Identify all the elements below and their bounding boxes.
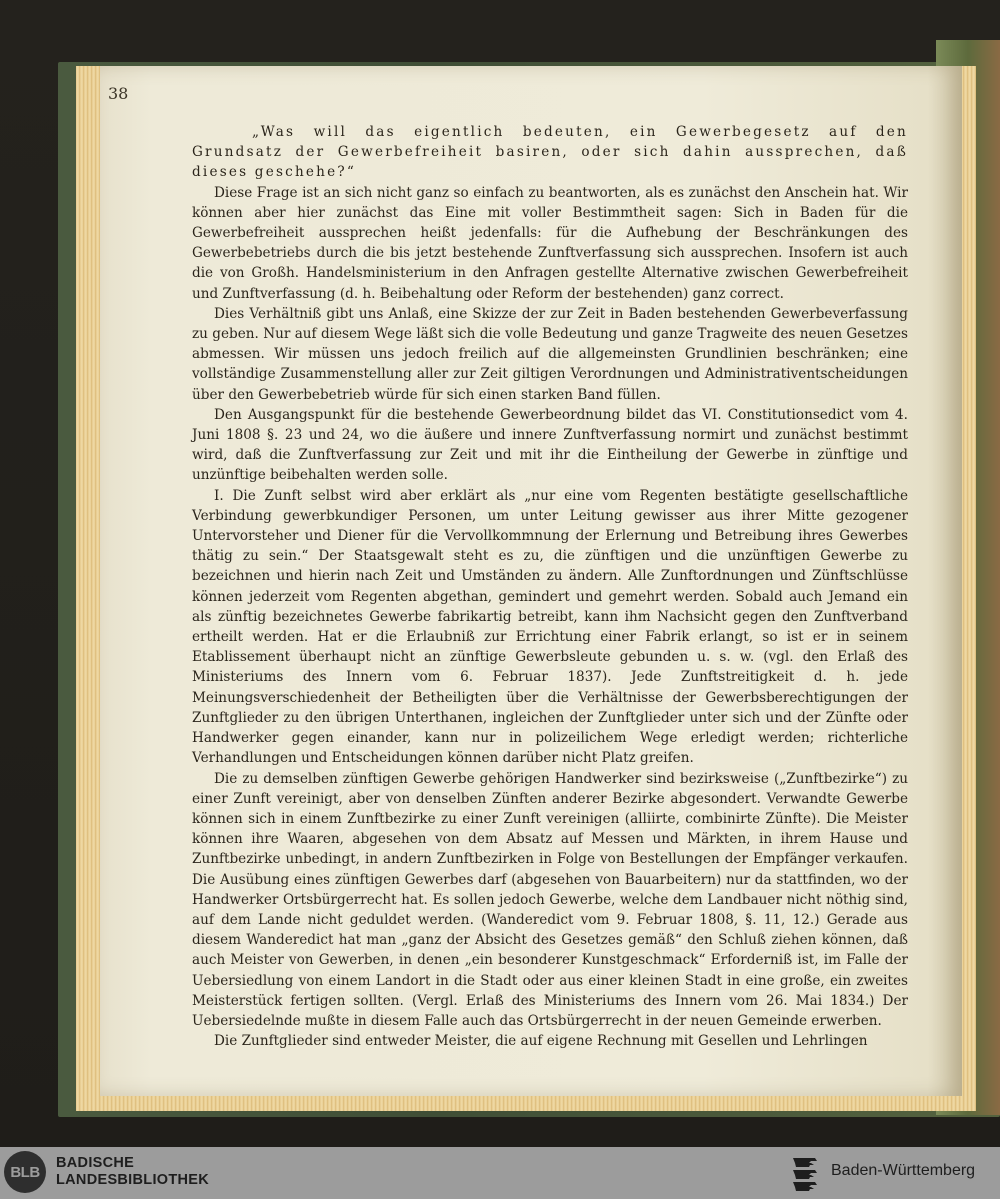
library-name-line1: BADISCHE — [56, 1155, 135, 1171]
library-name[interactable] — [56, 1155, 209, 1189]
text-paragraph: I. Die Zunft selbst wird aber erklärt als „nur eine vom Regenten bestätigte gesellschaftliche Verbindung gewerbkundiger Personen, um unter Leitung gewisser aus ihrer Mitte gezogener Untervorsteher und Diener für die Vervollkommnung der Erlernung und Betreibung ihres Gewerbes thätig zu sein.“ Der Staatsgewalt steht es zu, die zünftigen und die unzünftigen Gewerbe zu bezeichnen und hierin nach Zeit und Umständen zu ändern. Alle Zunftordnungen und Zünftschlüsse können jederzeit vom Regenten abgethan, gemindert und gemehrt werden. Sobald auch Jemand ein als zünftig bezeichnetes Gewerbe fabrikartig betreibt, kann ihm Nachsicht gegen den Zunftverband ertheilt werden. Hat er die Erlaubniß zur Errichtung einer Fabrik erlangt, so ist er in seinem Etablissement überhaupt nicht an zünftige Gewerbsleute gebunden u. s. w. (vgl. den Erlaß des Ministeriums des Innern vom 6. Februar 1837). Jede Zunftstreitigkeit d. h. jede Meinungsverschiedenheit der Betheiligten über die Verhältnisse der Gewerbsberechtigungen der Zunftglieder zu den übrigen Unterthanen, ingleichen der Zunftglieder unter sich und der Zünfte oder Handwerker gegen einander, kann nur in polizeilichem Wege erledigt werden; richterliche Verhandlungen und Entscheidungen können darüber nicht Platz greifen. — [192, 487, 908, 767]
text-paragraph: Diese Frage ist an sich nicht ganz so einfach zu beantworten, als es zunächst den Anschein hat. Wir können aber hier zunächst das Eine mit voller Bestimmtheit sagen: Sich in Baden für die Gewerbefreiheit aussprechen heißt jedenfalls: für die Aufhebung der Beschränkungen des Gewerbebetriebs durch die bis jetzt bestehende Zunftverfassung sich aussprechen. Insofern ist auch die von Großh. Handelsministerium in den Anfragen gestellte Alternative zwischen Gewerbefreiheit und Zunftverfassung (d. h. Beibehaltung oder Reform der bestehenden) ganz correct. — [192, 184, 908, 302]
text-paragraph: Die zu demselben zünftigen Gewerbe gehörigen Handwerker sind bezirksweise („Zunftbezirke“) zu einer Zunft vereinigt, aber von denselben Zünften anderer Bezirke abgesondert. Verwandte Gewerbe können sich in einem Zunftbezirke zu einer Zunft vereinigen (alliirte, combinirte Zünfte). Die Meister können ihre Waaren, abgesehen von dem Absatz auf Messen und Märkten, in ihrem Hause und Zunftbezirke unbedingt, in andern Zunftbezirken in Folge von Bestellungen der Empfänger verkaufen. Die Ausübung eines zünftigen Gewerbes darf (abgesehen von Bauarbeitern) nur da stattfinden, wo der Handwerker Ortsbürgerrecht hat. Es sollen jedoch Gewerbe, welche dem Landbauer nicht nöthig sind, auf dem Lande nicht geduldet werden. (Wanderedict vom 9. Februar 1808, §. 11, 12.) Gerade aus diesem Wanderedict hat man „ganz der Absicht des Gesetzes gemäß“ den Schluß ziehen können, daß auch Meister von Gewerben, in denen „ein besonderer Kunstgeschmack“ Erforderniß ist, im Falle der Uebersiedlung von einem Landort in die Stadt oder aus einer kleinen Stadt in eine große, ein zweites Meisterstück fertigen sollten. (Vergl. Erlaß des Ministeriums des Innern vom 26. Mai 1834.) Der Uebersiedelnde mußte in diesem Falle auch das Ortsbürgerrecht in der neuen Gemeinde erwerben. — [192, 770, 908, 1029]
blb-logo[interactable]: BLB — [4, 1151, 46, 1193]
library-name-line2: LANDESBIBLIOTHEK — [56, 1172, 210, 1188]
viewer-footer — [0, 1147, 1000, 1199]
text-paragraph: Dies Verhältniß gibt uns Anlaß, eine Skizze der zur Zeit in Baden bestehenden Gewerbeverfassung zu geben. Nur auf diesem Wege läßt sich die volle Bedeutung und ganze Tragweite des neuen Gesetzes abmessen. Wir müssen uns jedoch freilich auf die allgemeinsten Grundlinien beschränken; eine vollständige Zusammenstellung aller zur Zeit giltigen Verordnungen und Administrativentscheidungen über den Gewerbebetrieb würde für sich einen starken Band füllen. — [192, 305, 908, 403]
page-number: 38 — [108, 84, 129, 103]
baden-wuerttemberg-lions-icon — [790, 1154, 820, 1192]
page-text — [192, 122, 908, 1051]
quote-paragraph: „Was will das eigentlich bedeuten, ein Gewerbegesetz auf den Grundsatz der Gewerbefreiheit basiren, oder sich dahin aussprechen, daß dieses geschehe?“ — [192, 124, 908, 181]
text-paragraph: Die Zunftglieder sind entweder Meister, die auf eigene Rechnung mit Gesellen und Lehrlingen — [214, 1033, 868, 1050]
text-paragraph: Den Ausgangspunkt für die bestehende Gewerbeordnung bildet das VI. Constitutionsedict vom 4. Juni 1808 §. 23 und 24, wo die äußere und innere Zunftverfassung normirt und zunächst bestimmt wird, daß die Zunftverfassung zur Zeit und mit ihr die Eintheilung der Gewerbe in zünftige und unzünftige beibehalten werden solle. — [192, 406, 908, 484]
state-name[interactable]: Baden-Württemberg — [831, 1162, 976, 1179]
